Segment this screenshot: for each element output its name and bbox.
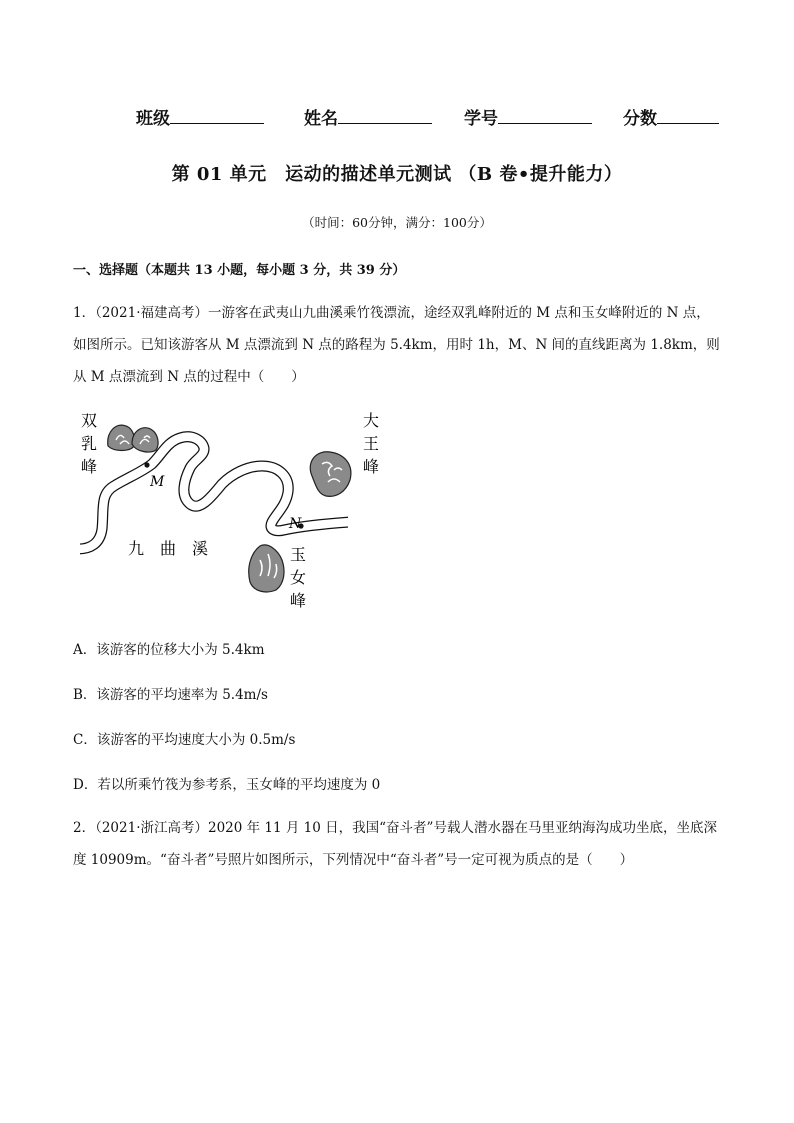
river-label: 九 曲 溪 — [128, 539, 209, 558]
question-2-text: 2．（2021·浙江高考）2020 年 11 月 10 日，我国“奋斗者”号载人潜水器在马里亚纳海沟成功坐底，坐底深度 10909m。“奋斗者”号照片如图所示，下列情况中“奋斗者”号一定可视为质点的是（ ） — [73, 820, 717, 868]
peak2-char-2: 王 — [363, 434, 380, 453]
q1-option-b: B．该游客的平均速率为 5.4m/s — [73, 687, 268, 703]
question-1-text: 1．（2021·福建高考）一游客在武夷山九曲溪乘竹筏漂流，途经双乳峰附近的 M 点和玉女峰附近的 N 点，如图所示。已知该游客从 M 点漂流到 N 点的路程为 5.4km，用时 1h，M、N 间的直线距离为 1.8km，则从 M 点漂流到 N 点的过程中（ ） — [73, 305, 720, 385]
name-label: 姓名 — [304, 109, 338, 129]
peak3-char-2: 女 — [290, 568, 307, 587]
peak3-char-1: 玉 — [290, 545, 307, 564]
peak2-char-1: 大 — [363, 411, 380, 430]
page-title: 第 01 单元 运动的描述单元测试 （B 卷•提升能力） — [171, 164, 623, 185]
q1-option-d: D．若以所乘竹筏为参考系，玉女峰的平均速度为 0 — [73, 777, 381, 793]
peak2-char-3: 峰 — [363, 457, 380, 476]
score-field — [623, 104, 719, 129]
student-info-row — [0, 104, 794, 132]
peak1-char-1: 双 — [81, 411, 98, 430]
peak1-char-3: 峰 — [81, 457, 98, 476]
student-id-field — [464, 104, 592, 129]
class-blank — [170, 105, 264, 124]
section-heading: 一、选择题（本题共 13 小题，每小题 3 分，共 39 分） — [73, 263, 406, 278]
point-m-marker — [144, 462, 149, 467]
name-field — [304, 104, 432, 129]
exam-time-info: （时间：60分钟，满分：100分） — [302, 215, 492, 230]
class-field — [136, 104, 264, 129]
student-id-label: 学号 — [464, 109, 498, 129]
point-m-label: M — [150, 474, 165, 490]
point-n-label: N — [289, 516, 302, 532]
dawang-peak-icon — [310, 452, 351, 497]
peak3-char-3: 峰 — [290, 591, 307, 610]
class-label: 班级 — [136, 109, 170, 129]
q1-option-c: C．该游客的平均速度大小为 0.5m/s — [73, 732, 296, 748]
name-blank — [338, 105, 432, 124]
peak1-char-2: 乳 — [81, 434, 98, 453]
score-blank — [657, 105, 719, 124]
score-label: 分数 — [623, 109, 657, 129]
twin-breast-peak-icon — [108, 425, 158, 452]
q1-option-a: A．该游客的位移大小为 5.4km — [73, 642, 265, 658]
river-map-figure — [72, 404, 380, 614]
jade-maiden-peak-icon — [249, 545, 284, 592]
student-id-blank — [498, 105, 592, 124]
